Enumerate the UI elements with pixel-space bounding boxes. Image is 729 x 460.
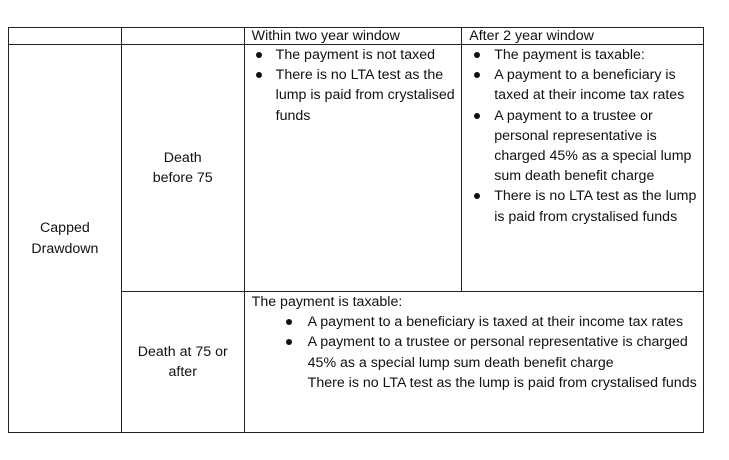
table-row bbox=[9, 45, 704, 292]
lta-note: There is no LTA test as the lump is paid from crystalised funds bbox=[307, 374, 697, 391]
list-item: A payment to a beneficiary is taxed at their income tax rates bbox=[468, 65, 699, 105]
header-row bbox=[9, 28, 704, 45]
row-label-death-before-75 bbox=[121, 45, 244, 292]
list-item: A payment to a trustee or personal representative is charged 45% as a special lump sum death benefit charge bbox=[468, 106, 699, 187]
taxable-intro: The payment is taxable: bbox=[251, 294, 403, 310]
row-label-text: Death at 75 or after bbox=[137, 343, 228, 380]
header-cell-empty-2 bbox=[121, 28, 244, 45]
death-after-75-list bbox=[252, 312, 703, 373]
lump-sum-death-benefit-table bbox=[8, 27, 704, 433]
list-item: There is no LTA test as the lump is paid from crystalised funds bbox=[468, 186, 699, 226]
header-after-window: After 2 year window bbox=[462, 28, 704, 45]
list-item: A payment to a beneficiary is taxed at their income tax rates bbox=[252, 312, 703, 332]
row-label-death-at-75-or-after bbox=[121, 292, 244, 433]
after-window-cell bbox=[462, 45, 704, 292]
list-item: There is no LTA test as the lump is paid from crystalised funds bbox=[250, 65, 458, 126]
within-window-list bbox=[250, 45, 458, 126]
within-window-cell bbox=[244, 45, 462, 292]
after-window-list bbox=[468, 45, 699, 227]
row-label-text: Death before 75 bbox=[152, 149, 213, 186]
list-item: The payment is not taxed bbox=[250, 45, 458, 65]
header-within-window: Within two year window bbox=[244, 28, 462, 45]
list-item: The payment is taxable: bbox=[468, 45, 699, 65]
death-after-75-cell bbox=[244, 292, 703, 433]
category-cell: Capped Drawdown bbox=[9, 45, 122, 433]
list-item: A payment to a trustee or personal representative is charged 45% as a special lump sum death benefit charge bbox=[252, 332, 703, 372]
header-cell-empty-1 bbox=[9, 28, 122, 45]
